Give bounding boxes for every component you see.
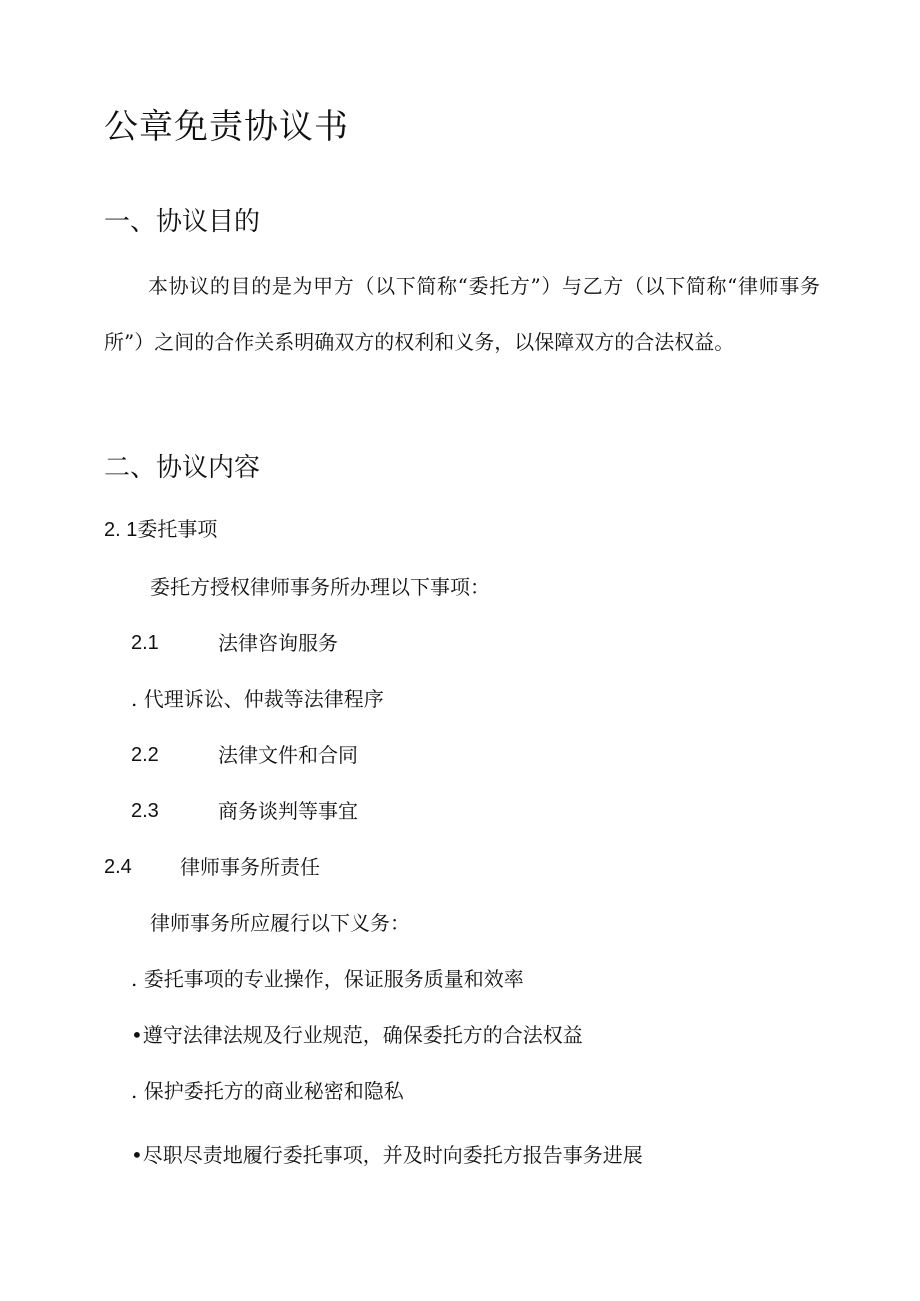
list-item: . 委托事项的专业操作，保证服务质量和效率	[131, 967, 524, 991]
entrusted-intro: 委托方授权律师事务所办理以下事项：	[150, 575, 490, 599]
list-item	[131, 684, 631, 714]
list-item	[131, 628, 631, 658]
item-text: . 代理诉讼、仲裁等法律程序	[131, 687, 384, 711]
purpose-paragraph: 本协议的目的是为甲方（以下简称“委托方”）与乙方（以下简称“律师事务所”）之间的合作关系明确双方的权利和义务，以保障双方的合法权益。	[104, 274, 820, 354]
item-number: 2.1	[131, 632, 159, 654]
list-item: . 保护委托方的商业秘密和隐私	[131, 1079, 404, 1103]
item-number: 2.3	[131, 800, 159, 822]
item-text: 法律咨询服务	[218, 631, 338, 655]
document-title: 公章免责协议书	[104, 107, 349, 147]
subsection-number: 2.4	[104, 856, 132, 878]
subsection-entrusted-matters	[104, 514, 217, 545]
item-text: 商务谈判等事宜	[218, 799, 358, 823]
list-item: •尽职尽责地履行委托事项，并及时向委托方报告事务进展	[131, 1143, 643, 1167]
subsection-number: 2. 1	[104, 519, 138, 541]
section-heading-content: 二、协议内容	[104, 453, 261, 483]
duties-intro: 律师事务所应履行以下义务：	[150, 911, 410, 935]
item-number: 2.2	[131, 744, 159, 766]
list-item	[131, 740, 631, 770]
section-heading-purpose: 一、协议目的	[104, 207, 261, 237]
list-item	[131, 796, 631, 826]
item-text: 法律文件和合同	[218, 743, 358, 767]
list-item: •遵守法律法规及行业规范，确保委托方的合法权益	[131, 1023, 583, 1047]
subsection-label: 律师事务所责任	[180, 855, 320, 879]
subsection-label: 委托事项	[137, 517, 218, 541]
subsection-law-firm-duties	[104, 852, 604, 882]
